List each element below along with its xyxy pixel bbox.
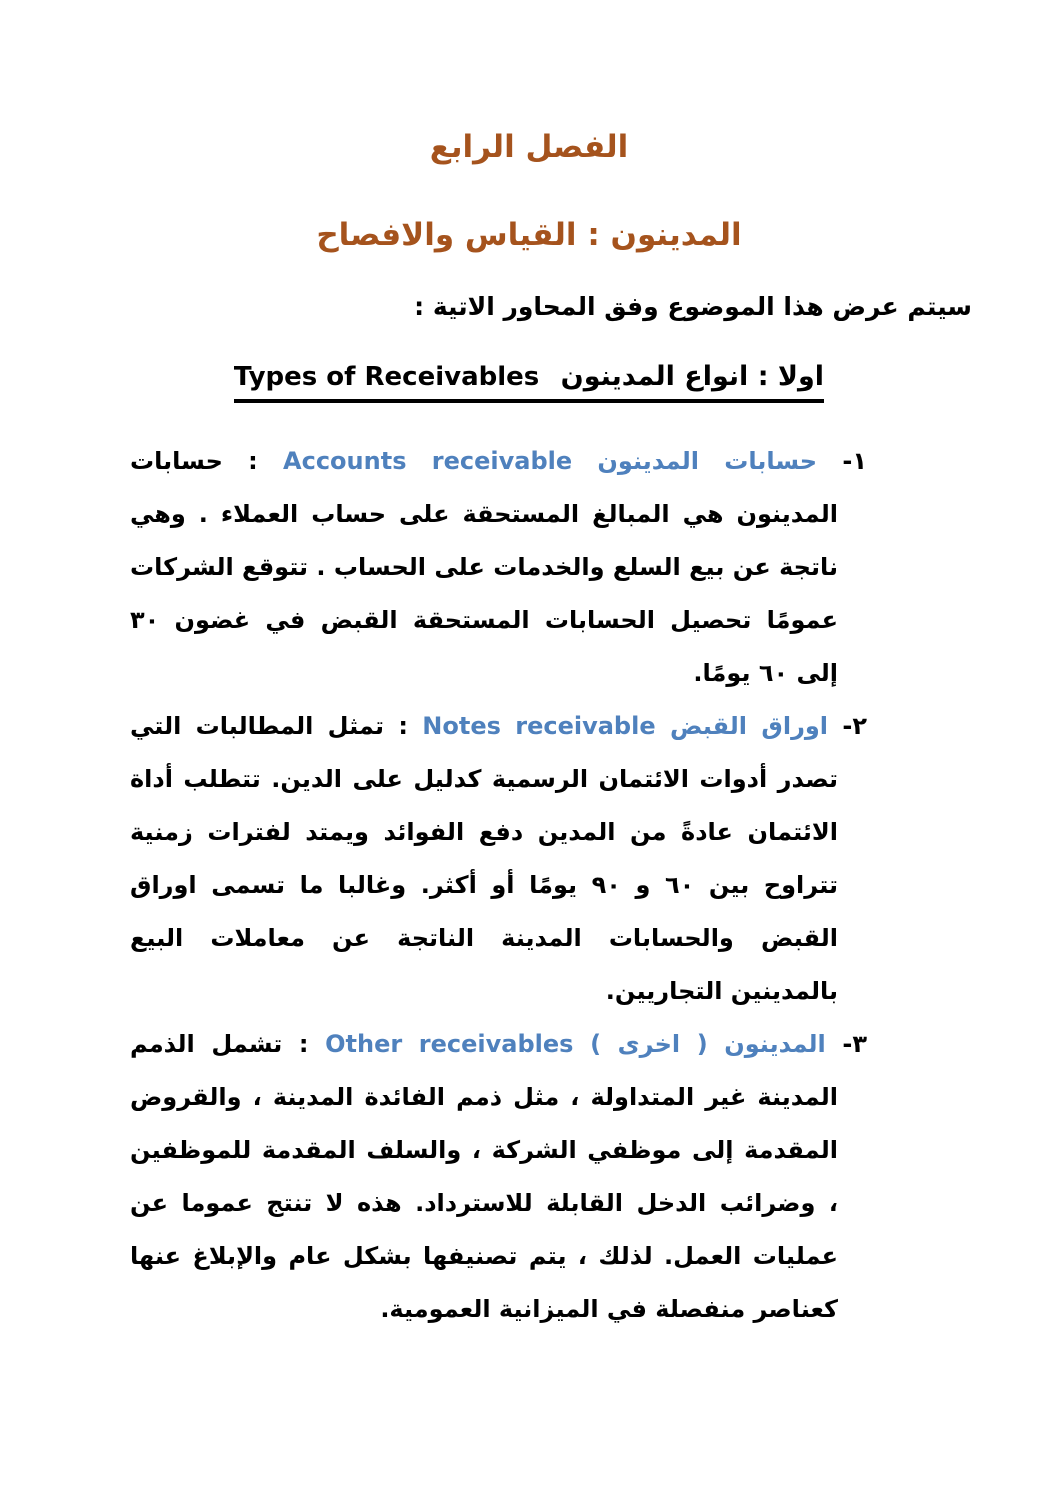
item-number: ٣- bbox=[842, 1030, 868, 1058]
item-term-arabic: حسابات المدينون bbox=[597, 447, 818, 475]
item-body-text: : حسابات المدينون هي المبالغ المستحقة على حساب العملاء . وهي ناتجة عن بيع السلع والخدمات على الحساب . تتوقع الشركات عمومًا تحصيل الحسابات المستحقة القبض في غضون ٣٠ إلى ٦٠ يومًا. bbox=[130, 447, 838, 687]
receivables-list bbox=[130, 435, 868, 1336]
item-body-text: : تمثل المطالبات التي تصدر أدوات الائتمان الرسمية كدليل على الدين. تتطلب أداة الائتمان عادةً من المدين دفع الفوائد ويمتد لفترات زمنية تتراوح بين ٦٠ و ٩٠ يومًا أو أكثر. وغالبا ما تسمى اوراق القبض والحسابات المدينة الناتجة عن معاملات البيع بالمدينين التجاريين. bbox=[130, 712, 838, 1005]
section-heading-arabic: اولا : انواع المدينون bbox=[560, 361, 825, 392]
item-body-text: : تشمل الذمم المدينة غير المتداولة ، مثل ذمم الفائدة المدينة ، والقروض المقدمة إلى موظفي الشركة ، والسلف المقدمة للموظفين ، وضرائب الدخل القابلة للاسترداد. هذه لا تنتج عموما عن عمليات العمل. لذلك ، يتم تصنيفها بشكل عام والإبلاغ عنها كعناصر منفصلة في الميزانية العمومية. bbox=[130, 1030, 838, 1323]
item-term-arabic: المدينون ( اخرى ) bbox=[590, 1030, 826, 1058]
document-subtitle: المدينون : القياس والافصاح bbox=[316, 217, 742, 253]
chapter-title: الفصل الرابع bbox=[429, 129, 629, 165]
item-number: ٢- bbox=[842, 712, 868, 740]
list-item-accounts-receivable bbox=[130, 435, 867, 700]
item-term-english: Accounts receivable bbox=[283, 447, 573, 475]
section-heading-underline bbox=[234, 358, 824, 403]
item-term-english: Notes receivable bbox=[422, 712, 656, 740]
section-heading bbox=[0, 358, 1058, 403]
list-item-notes-receivable bbox=[130, 700, 868, 1018]
intro-text: سيتم عرض هذا الموضوع وفق المحاور الاتية : bbox=[414, 292, 972, 321]
item-term-english: Other receivables bbox=[325, 1030, 574, 1058]
item-number: ١- bbox=[842, 447, 867, 475]
section-heading-english: Types of Receivables bbox=[233, 362, 540, 392]
list-item-other-receivables bbox=[130, 1018, 868, 1336]
item-term-arabic: اوراق القبض bbox=[669, 712, 829, 740]
